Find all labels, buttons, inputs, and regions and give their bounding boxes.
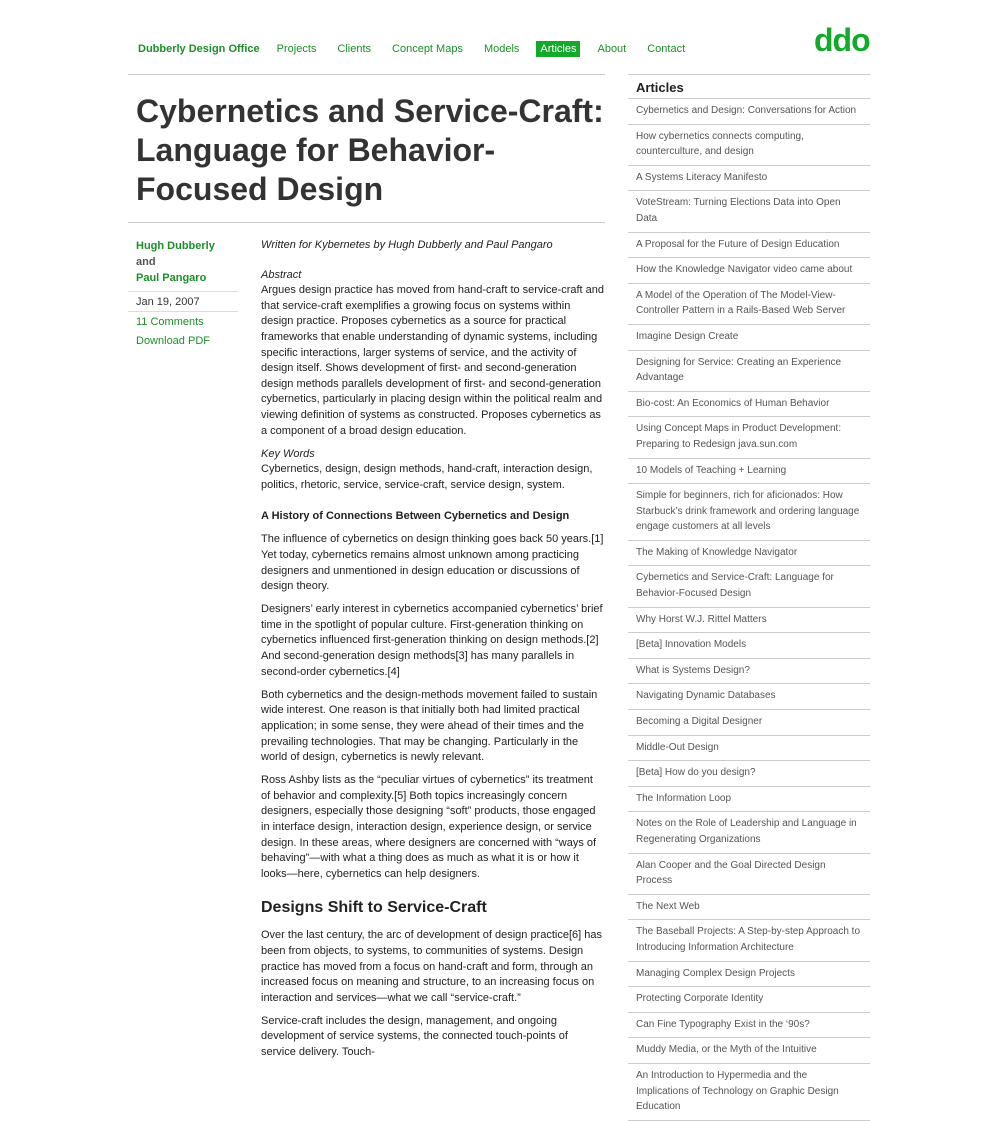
sidebar-article-link[interactable]: Bio-cost: An Economics of Human Behavior [628,392,870,418]
abstract-label: Abstract [261,268,302,281]
keywords-text: Cybernetics, design, design methods, hand-craft, interaction design, politics, rhetoric, service, service-craft, service design, system. [261,463,593,491]
author-link-paul-pangaro[interactable]: Paul Pangaro [136,272,207,284]
section-heading-history: A History of Connections Between Cybernetics and Design [261,510,570,523]
paragraph: Ross Ashby lists as the “peculiar virtues of cybernetics” its treatment of behavior and complexity.[5] Both topics increasingly concern designers, especially those designing “soft” products, those engaged in interface design, interaction design, experience design, or service design. In these areas, where designers are concerned with “ways of behaving”—with what a thing does as much as what it is or how it looks—here, cybernetics can help designers. [261,774,597,880]
ddo-logo[interactable]: ddo [814,22,870,58]
sidebar-article-link[interactable]: How the Knowledge Navigator video came about [628,258,870,284]
nav-projects[interactable]: Projects [276,43,317,55]
sidebar-article-link[interactable]: [Beta] Innovation Models [628,633,870,659]
sidebar-article-link[interactable]: Using Concept Maps in Product Development: Preparing to Redesign java.sun.com [628,417,870,458]
paragraph: The influence of cybernetics on design thinking goes back 50 years.[1] Yet today, cybernetics remains almost unknown among practicing designers and unmentioned in design education or discussions of design theory. [261,533,604,593]
nav-concept-maps[interactable]: Concept Maps [392,43,463,55]
sidebar-article-link[interactable]: A Proposal for the Future of Design Education [628,233,870,259]
sidebar-article-link[interactable]: Designing for Service: Creating an Experience Advantage [628,351,870,392]
sidebar-article-link[interactable]: Muddy Media, or the Myth of the Intuitive [628,1038,870,1064]
articles-sidebar [628,74,870,1121]
abstract-text: Argues design practice has moved from hand-craft to service-craft and that service-craft exemplifies a growing focus on systems within design practice. Proposes cybernetics as a source for practical frameworks that enable understanding of dynamic systems, including specific interactions, larger systems of service, and the activity of design itself. Shows development of first- and second-generation design methods parallels development of first- and second-generation cybernetics, particularly in placing design within the political realm and viewing definition of systems as constructed. Proposes cybernetics as a component of a broad design education. [261,284,604,437]
sidebar-article-link[interactable]: The Next Web [628,895,870,921]
sidebar-article-link[interactable]: Alan Cooper and the Goal Directed Design Process [628,854,870,895]
sidebar-article-link[interactable]: How cybernetics connects computing, counterculture, and design [628,125,870,166]
nav-contact[interactable]: Contact [647,43,686,55]
comments-row [128,311,238,331]
keywords-label: Key Words [261,447,315,460]
sidebar-article-link[interactable]: Navigating Dynamic Databases [628,684,870,710]
nav-about[interactable]: About [597,43,627,55]
paragraph: Both cybernetics and the design-methods movement failed to sustain wide interest. One reason is that initially both had limited practical application; in some sense, they were ahead of their times and the prevailing technologies. That may be changing. Particularly in the world of design, cybernetics is newly relevant. [261,688,598,764]
article-meta [128,238,238,350]
sidebar-article-list [628,99,870,1121]
sidebar-article-link[interactable]: VoteStream: Turning Elections Data into Open Data [628,191,870,232]
nav-clients[interactable]: Clients [337,43,372,55]
top-nav [138,40,706,58]
sidebar-heading: Articles [628,75,870,99]
sidebar-article-link[interactable]: The Making of Knowledge Navigator [628,541,870,567]
title-bottom-divider [128,222,605,223]
authors [128,238,238,291]
sidebar-article-link[interactable]: Cybernetics and Service-Craft: Language for Behavior-Focused Design [628,566,870,607]
sidebar-article-link[interactable]: Cybernetics and Design: Conversations for Action [628,99,870,125]
sidebar-article-link[interactable]: Imagine Design Create [628,325,870,351]
sidebar-article-link[interactable]: An Introduction to Hypermedia and the Implications of Technology on Graphic Design Education [628,1064,870,1121]
nav-articles[interactable]: Articles [536,41,580,57]
section-heading-service-craft: Designs Shift to Service-Craft [261,899,487,917]
article-title: Cybernetics and Service-Craft: Language for Behavior-Focused Design [136,93,604,207]
sidebar-article-link[interactable]: A Model of the Operation of The Model-View-Controller Pattern in a Rails-Based Web Server [628,284,870,325]
sidebar-article-link[interactable]: Middle-Out Design [628,736,870,762]
authors-conjunction: and [136,256,156,268]
download-pdf-link[interactable]: Download PDF [136,335,210,347]
abstract-block [261,268,605,440]
nav-models[interactable]: Models [483,43,520,55]
sidebar-article-link[interactable]: Managing Complex Design Projects [628,962,870,988]
byline: Written for Kybernetes by Hugh Dubberly and Paul Pangaro [261,239,553,251]
sidebar-article-link[interactable]: Why Horst W.J. Rittel Matters [628,608,870,634]
comments-link[interactable]: 11 Comments [136,316,204,328]
paragraph: Service-craft includes the design, management, and ongoing development of service systems, the connected touch-points of service delivery. Touch- [261,1014,568,1059]
sidebar-article-link[interactable]: The Baseball Projects: A Step-by-step Approach to Introducing Information Architecture [628,920,870,961]
keywords-block [261,447,605,494]
publish-date: Jan 19, 2007 [128,291,238,311]
sidebar-article-link[interactable]: Protecting Corporate Identity [628,987,870,1013]
sidebar-article-link[interactable]: 10 Models of Teaching + Learning [628,459,870,485]
sidebar-article-link[interactable]: The Information Loop [628,787,870,813]
paragraph: Designers’ early interest in cybernetics accompanied cybernetics’ brief time in the spotlight of popular culture. First-generation thinking on cybernetics influenced first-generation thinking on design methods.[2] And second-generation design methods[3] has many parallels in second-order cybernetics.[4] [261,603,603,678]
download-row [128,331,238,350]
sidebar-article-link[interactable]: A Systems Literacy Manifesto [628,166,870,192]
site-brand-link[interactable]: Dubberly Design Office [138,43,260,55]
sidebar-article-link[interactable]: Simple for beginners, rich for aficionados: How Starbuck’s drink framework and ordering language engage customers at all levels [628,484,870,541]
title-top-divider [128,74,605,75]
sidebar-article-link[interactable]: What is Systems Design? [628,659,870,685]
author-link-hugh-dubberly[interactable]: Hugh Dubberly [136,240,215,252]
article-body [261,238,605,1068]
sidebar-article-link[interactable]: [Beta] How do you design? [628,761,870,787]
sidebar-article-link[interactable]: Becoming a Digital Designer [628,710,870,736]
paragraph: Over the last century, the arc of development of design practice[6] has been from objects, to systems, to communities of systems. Design practice has moved from a focus on hand-craft and form, through an increased focus on meaning and structure, to an increasing focus on interaction and services—what we call “service-craft.” [261,929,602,1004]
sidebar-article-link[interactable]: Can Fine Typography Exist in the ‘90s? [628,1013,870,1039]
sidebar-article-link[interactable]: Notes on the Role of Leadership and Language in Regenerating Organizations [628,812,870,853]
